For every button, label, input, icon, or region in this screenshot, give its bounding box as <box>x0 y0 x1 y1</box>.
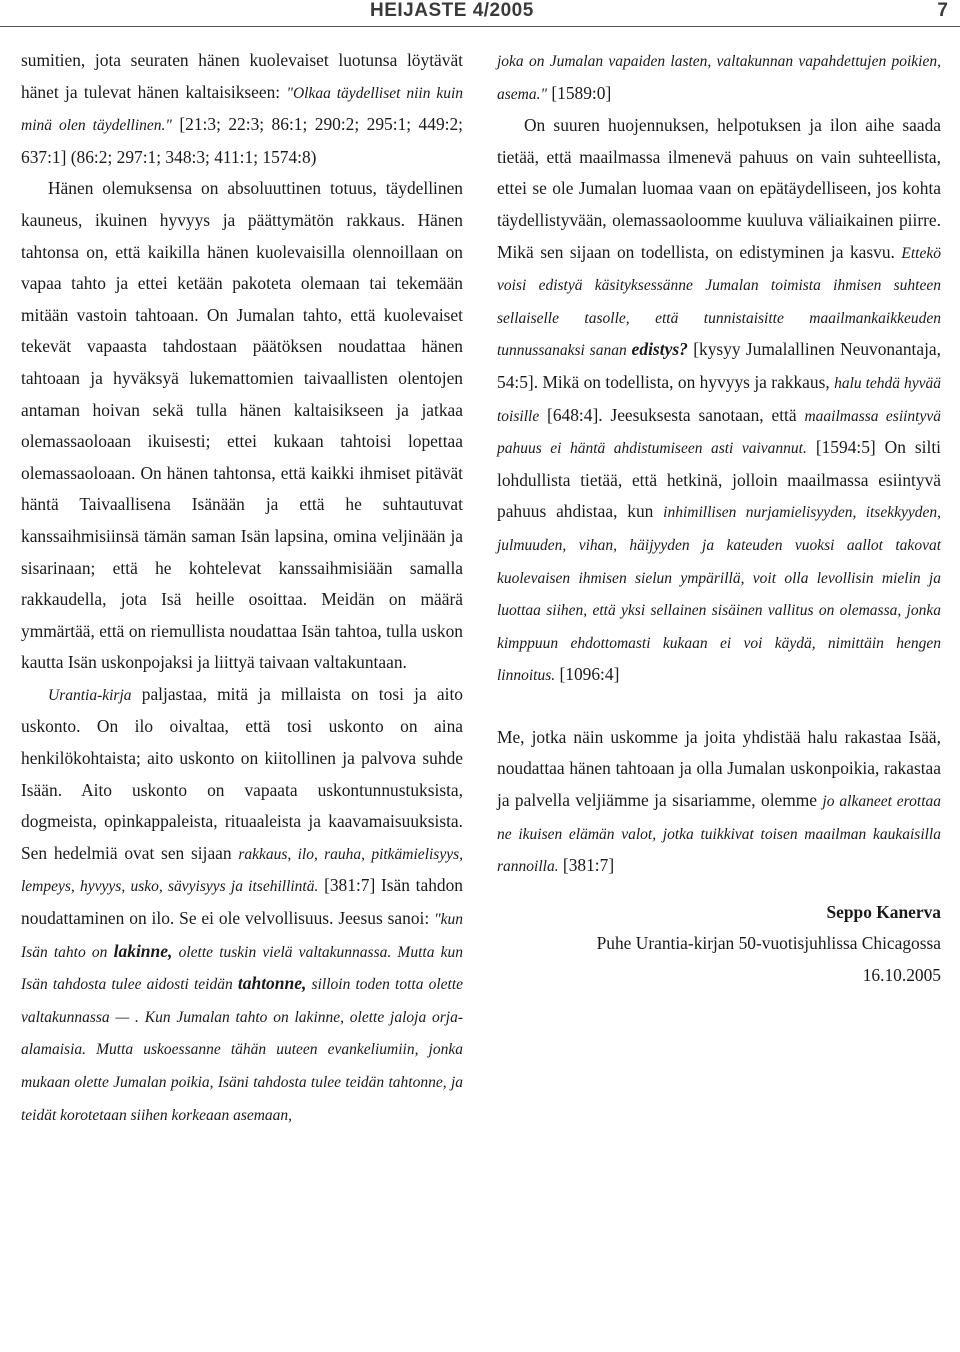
paragraph <box>21 679 463 1131</box>
spacer <box>497 692 941 722</box>
paragraph <box>497 45 941 110</box>
signature-event <box>497 928 941 960</box>
text: Me, jotka näin uskomme ja joita yhdistää halu rakastaa Isää, noudattaa hänen tahtoaan ja olla Jumalan uskonpoikia, rakastaa ja palvella veljiämme ja sisariamme, olemme <box>497 726 941 811</box>
reference: [1589:0] <box>547 82 612 103</box>
quote: "kun Isän tahto on <box>21 911 463 961</box>
text: Hänen olemuksensa on absoluuttinen totuus, täydellinen kauneus, ikuinen hyvyys ja päättymätön rakkaus. Hänen tahtonsa on, että kaikilla hänen kuolevaisilla olennoillaan on vapaa tahto ja ettei ketään pakoteta olemaan tai tekemään mitään vastoin tahtoaan. On Jumalan tahto, että kuolevaiset tekevät vapaasta tahdostaan päätöksen noudattaa hänen tahtoaan ja hyväksyä lukemattomien taivaallisten olentojen antaman hoivan sekä tulla hänen kaltaisikseen ja jatkaa olemassaoloaan ikuisesti; ettei kukaan tahtoisi lopettaa olemassaoloaan. On hänen tahtonsa, että kaikki ihmiset pitävät häntä Taivaallisena Isänään ja että he suhtautuvat kanssaihmisiinsä tämän saman Isän lapsina, omina veljinään ja sisarinaan; että he kohtelevat kanssaihmisiään samalla rakkaudella, jota Isä heille osoittaa. Meidän on määrä ymmärtää, että on riemullista noudattaa Isän tahtoa, tulla uskon kautta Isän uskonpojaksi ja liittyä taivaan valtakuntaan. <box>21 178 463 673</box>
left-column <box>21 45 463 1131</box>
paragraph <box>21 173 463 679</box>
signature-date <box>497 960 941 992</box>
quote: jo alkaneet erottaa ne ikuisen elämän valot, jotka tuikkivat toisen maailman kaukaisilla rannoilla. <box>497 793 941 876</box>
text: [kysyy Jumalallinen Neuvonantaja, 54:5]. Mikä on todellista, on hyvyys ja rakkaus, <box>497 339 941 392</box>
quote: maailmassa esiintyvä pahuus ei häntä ahdistumiseen asti vaivannut. <box>497 407 942 458</box>
quote: halu tehdä hyvää toisille <box>497 374 941 425</box>
quote: inhimillisen nurjamielisyyden, itsekkyyden, julmuuden, vihan, häijyyden ja kateuden vuoksi aallot takovat kuolevaisen ihmisen sielun ympärillä, voit olla levollisin mielin ja luottaa siihen, että yksi sellainen sisäinen vallitus on olemassa, jonka kimppuun ehdottomasti kukaan ei voi käydä, nimittäin hengen linnoitus. <box>497 504 941 685</box>
date-text: 16.10.2005 <box>862 965 941 986</box>
text: [648:4]. Jeesuksesta sanotaan, että <box>539 404 805 425</box>
quote: silloin toden totta olette valtakunnassa — . Kun Jumalan tahto on lakinne, olette jaloja orja-alamaisia. Mutta uskoessanne tähän uuteen evankeliumiin, jonka mukaan olette Jumalan poikia, Isäni tahdosta tulee teidän tahtonne, ja teidät korotetaan siihen korkeaan asemaan, <box>21 976 464 1124</box>
reference: [1096:4] <box>555 664 620 685</box>
header-rule <box>0 26 960 27</box>
quote-emphasis: lakinne, <box>113 940 173 961</box>
page-number: 7 <box>937 0 948 21</box>
quote: rakkaus, ilo, rauha, pitkämielisyys, lempeys, hyvyys, usko, sävyisyys ja itsehillintä. <box>21 845 463 896</box>
right-column <box>497 45 941 992</box>
spacer <box>497 883 941 897</box>
page-header <box>0 0 960 26</box>
text: On suuren huojennuksen, helpotuksen ja ilon aihe saada tietää, että maailmassa ilmenevä pahuus on vain suhteellista, ettei se ole Jumalan luomaa vaan on epätäydelliseen, jos kohta täydellistyvään, olemassaoloomme kuuluva väliaikainen piirre. Mikä sen sijaan on todellista, on edistyminen ja kasvu. <box>497 115 941 262</box>
quote: olette tuskin vielä valtakunnassa. Mutta kun Isän tahdosta tulee aidosti teidän <box>21 943 463 994</box>
quote: "Olkaa täydelliset niin kuin minä olen täydellinen." <box>21 84 464 135</box>
quote: Ettekö voisi edistyä käsityksessänne Jumalan toimista ihmisen suhteen sellaiselle tasolle, että tunnistaisitte maailmankaikkeuden tunnussanaksi sanan <box>497 244 941 360</box>
text: sumitien, jota seuraten hänen kuolevaiset luotunsa löytävät hänet ja tulevat hänen kaltaisikseen: <box>21 50 463 102</box>
signature-name <box>497 897 941 929</box>
quote-emphasis: tahtonne, <box>237 973 307 994</box>
paragraph <box>21 45 463 173</box>
paragraph <box>497 110 941 692</box>
text: [381:7] Isän tahdon noudattaminen on ilo. Se ei ole velvollisuus. Jeesus sanoi: <box>21 875 463 929</box>
text: [1594:5] On silti lohdullista tietää, että hetkinä, jolloin maailmassa esiintyvä pahuus ahdistaa, kun <box>497 437 941 522</box>
reference: [381:7] <box>558 855 615 876</box>
quote: joka on Jumalan vapaiden lasten, valtakunnan vapahdettujen poikien, asema." <box>497 53 941 103</box>
references: [21:3; 22:3; 86:1; 290:2; 295:1; 449:2; 637:1] (86:2; 297:1; 348:3; 411:1; 1574:8) <box>21 114 463 167</box>
text: paljastaa, mitä ja millaista on tosi ja aito uskonto. On ilo oivaltaa, että tosi uskonto on aina henkilökohtaista; aito uskonto on kiitollinen ja palvova suhde Isään. Aito uskonto on vapaata uskontunnustuksista, dogmeista, opinkappaleista, rituaaleista ja kaavamaisuuksista. Sen hedelmiä ovat sen sijaan <box>21 683 463 863</box>
publication-title: HEIJASTE 4/2005 <box>370 0 534 21</box>
quote-emphasis: edistys? <box>631 339 688 360</box>
paragraph <box>497 722 941 883</box>
author-name: Seppo Kanerva <box>826 901 941 922</box>
book-title: Urantia-kirja <box>48 686 132 704</box>
event-text: Puhe Urantia-kirjan 50-vuotisjuhlissa Chicagossa <box>596 933 941 954</box>
